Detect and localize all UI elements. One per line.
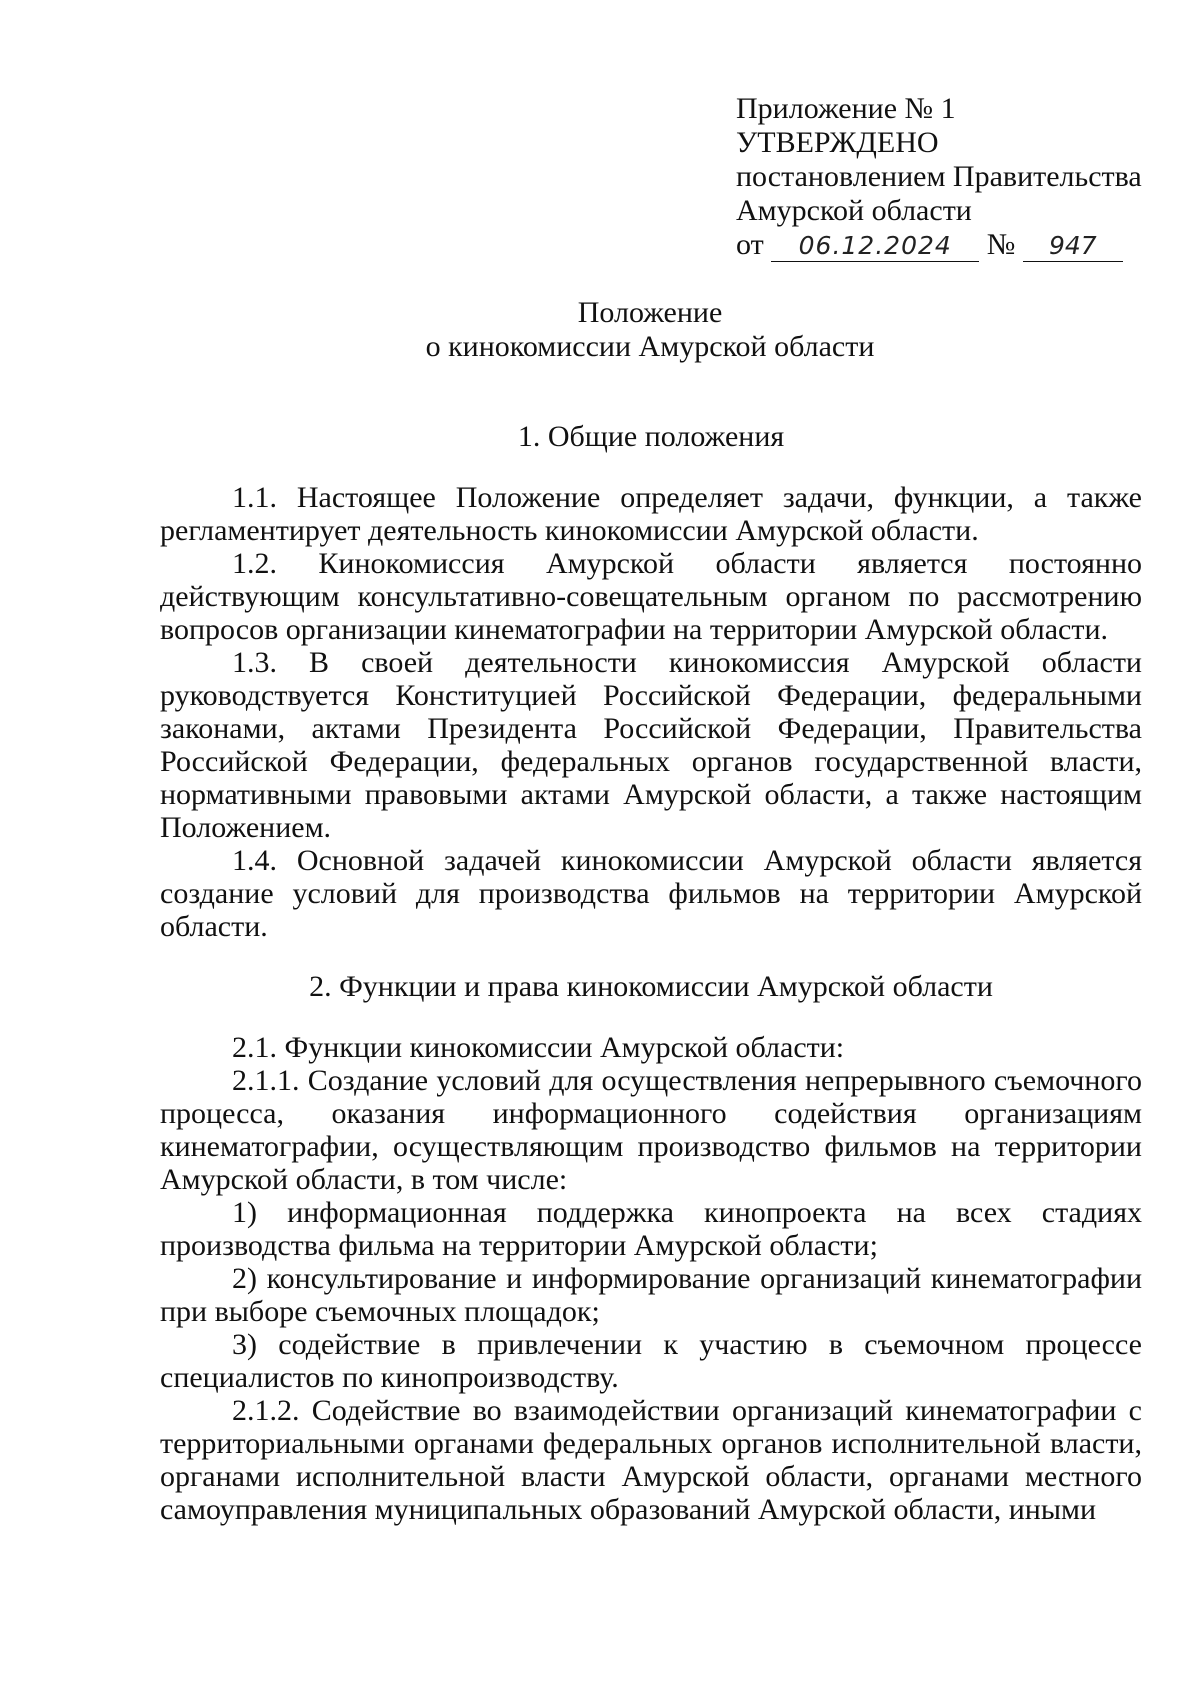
appendix-label: Приложение № 1 xyxy=(736,92,956,125)
date-prefix: от xyxy=(736,228,764,261)
paragraph: 1.2. Кинокомиссия Амурской области является постоянно действующим консультативно-совещательным органом по рассмотрению вопросов организации кинематографии на территории Амурской области. xyxy=(160,547,1142,646)
document-title: Положение xyxy=(577,296,723,329)
resolution-label: постановлением Правительства xyxy=(736,160,1142,193)
section-heading: 1. Общие положения xyxy=(517,420,785,453)
paragraph: 2.1.1. Создание условий для осуществления непрерывного съемочного процесса, оказания информационного содействия организациям кинематографии, осуществляющим производство фильмов на территории Амурской области, в том числе: xyxy=(160,1064,1142,1196)
region-label: Амурской области xyxy=(736,194,972,227)
list-item: 3) содействие в привлечении к участию в съемочном процессе специалистов по кинопроизводству. xyxy=(160,1328,1142,1394)
handwritten-number: 947 xyxy=(1023,231,1123,262)
date-number-line xyxy=(736,228,1136,262)
document-subtitle: о кинокомиссии Амурской области xyxy=(425,330,875,363)
approved-label: УТВЕРЖДЕНО xyxy=(736,126,939,159)
section-1 xyxy=(160,420,1142,943)
handwritten-date: 06.12.2024 xyxy=(771,231,979,262)
list-item: 2) консультирование и информирование организаций кинематографии при выборе съемочных площадок; xyxy=(160,1262,1142,1328)
number-prefix: № xyxy=(986,228,1016,261)
paragraph: 1.1. Настоящее Положение определяет задачи, функции, а также регламентирует деятельность кинокомиссии Амурской области. xyxy=(160,481,1142,547)
section-2 xyxy=(160,970,1142,1526)
paragraph: 1.4. Основной задачей кинокомиссии Амурской области является создание условий для производства фильмов на территории Амурской области. xyxy=(160,844,1142,943)
section-heading: 2. Функции и права кинокомиссии Амурской области xyxy=(309,970,993,1003)
approval-stamp-block xyxy=(736,92,1142,262)
document-title-block xyxy=(160,296,1140,364)
paragraph: 2.1.2. Содействие во взаимодействии организаций кинематографии с территориальными органами федеральных органов исполнительной власти, органами исполнительной власти Амурской области, органами местного самоуправления муниципальных образований Амурской области, иными xyxy=(160,1394,1142,1526)
paragraph: 1.3. В своей деятельности кинокомиссия Амурской области руководствуется Конституцией Российской Федерации, федеральными законами, актами Президента Российской Федерации, Правительства Российской Федерации, федеральных органов государственной власти, нормативными правовыми актами Амурской области, а также настоящим Положением. xyxy=(160,646,1142,844)
list-item: 1) информационная поддержка кинопроекта на всех стадиях производства фильма на территории Амурской области; xyxy=(160,1196,1142,1262)
paragraph: 2.1. Функции кинокомиссии Амурской области: xyxy=(232,1031,845,1064)
